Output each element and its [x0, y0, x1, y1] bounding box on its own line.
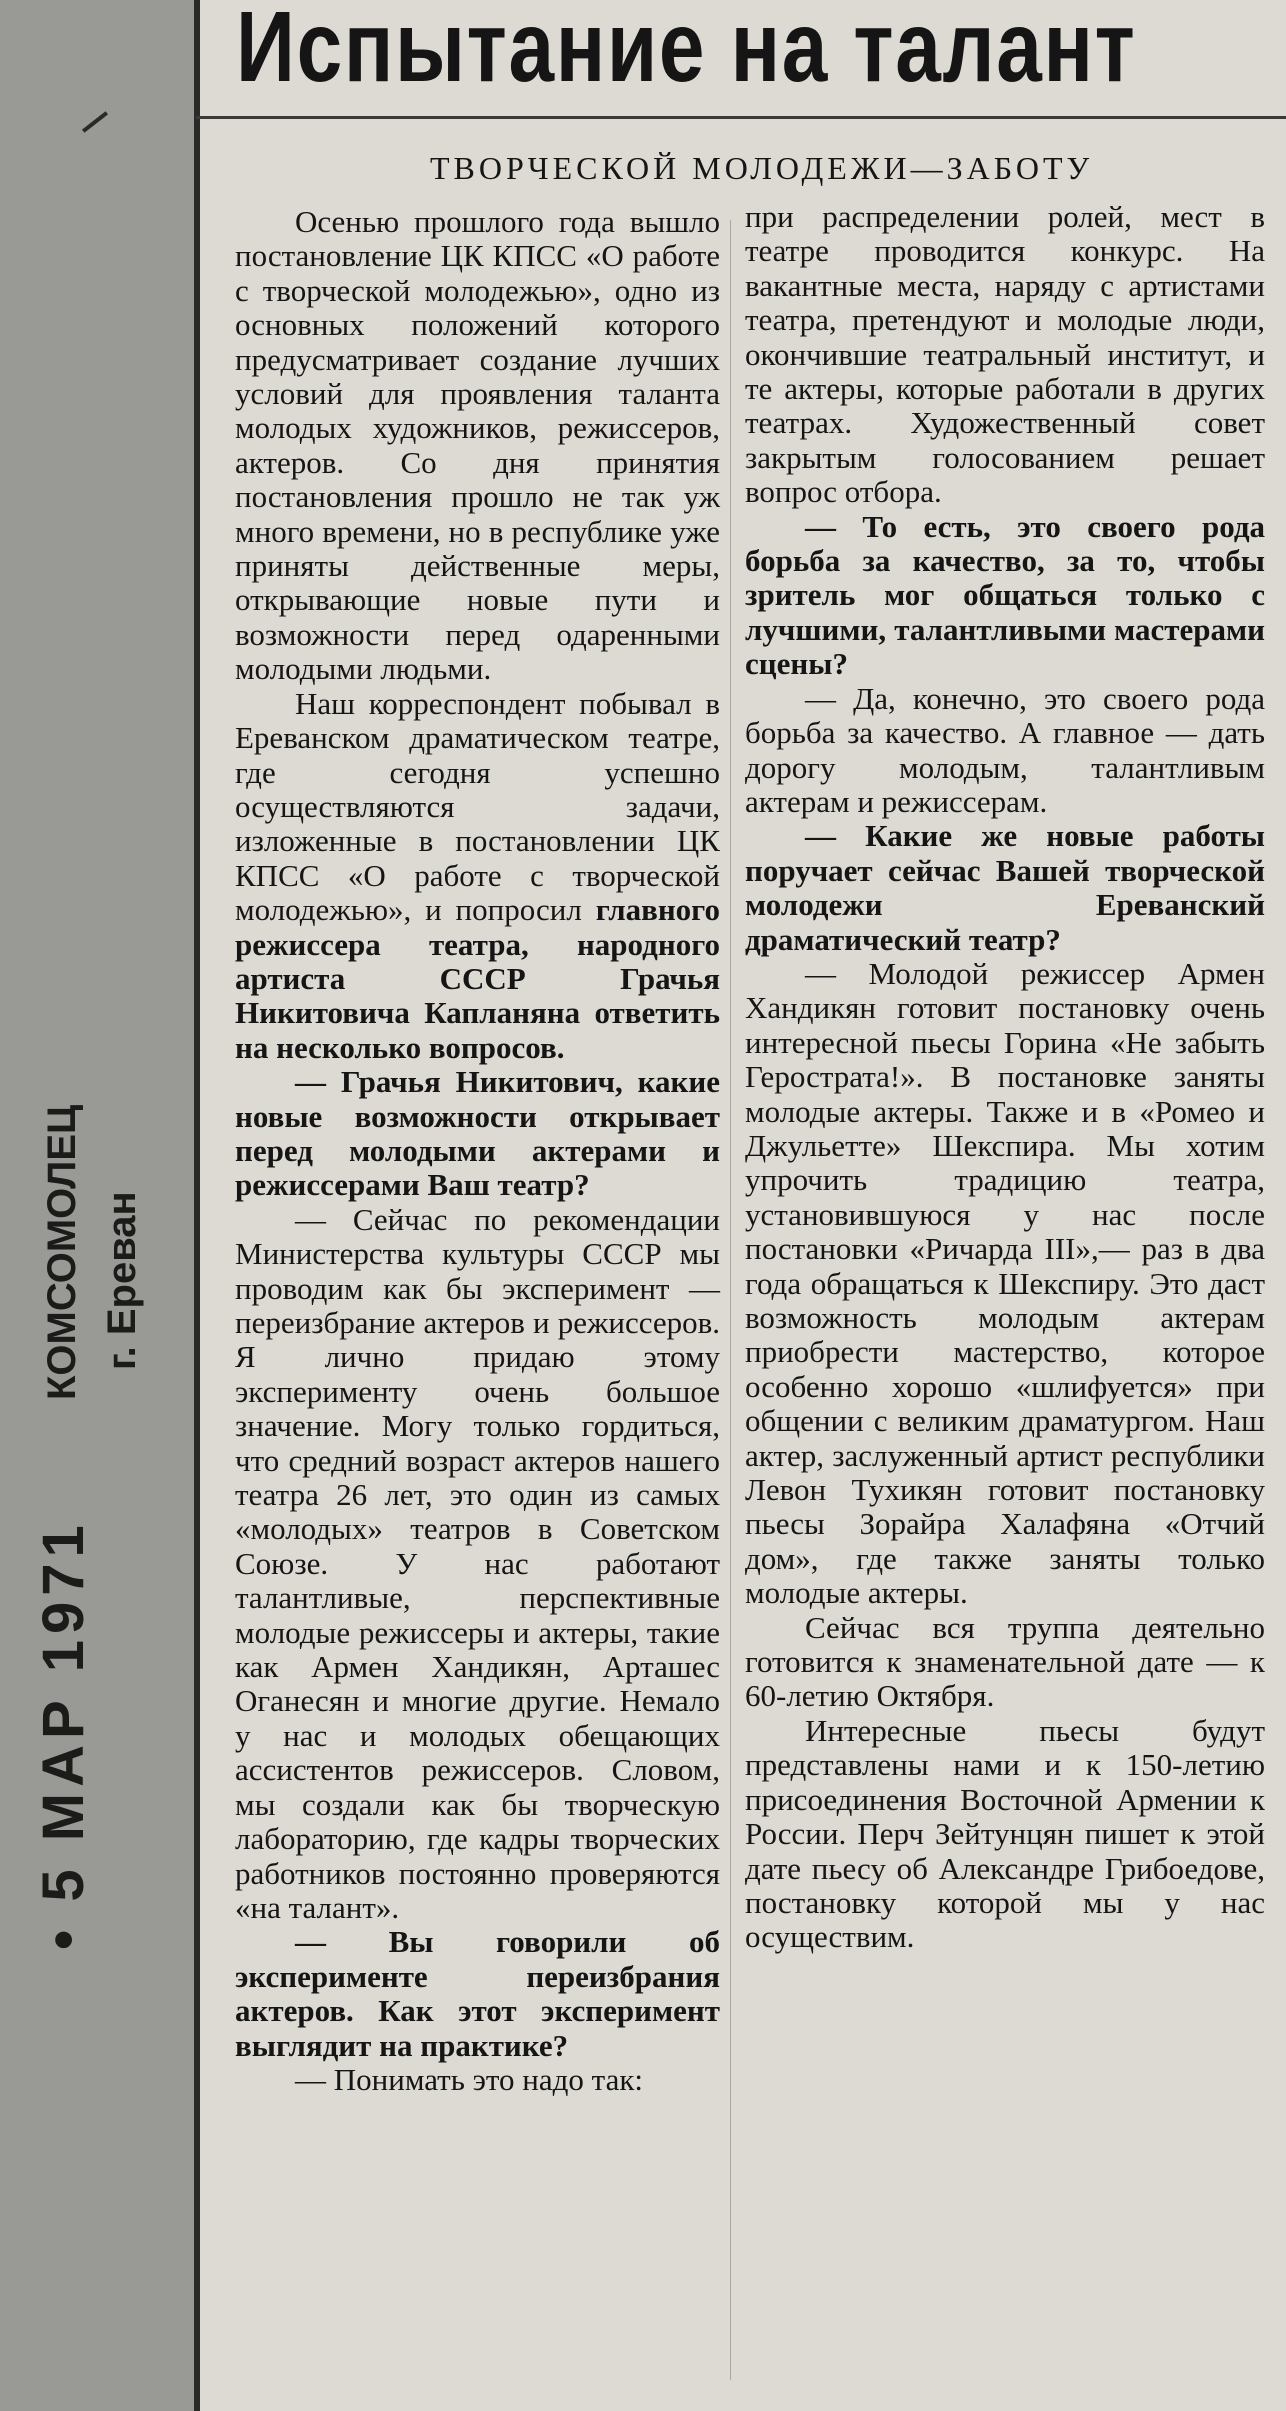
margin-mark [82, 111, 108, 133]
newspaper-name: КОМСОМОЛЕЦ [40, 1104, 84, 1400]
article-subheading: ТВОРЧЕСКОЙ МОЛОДЕЖИ—ЗАБОТУ [430, 150, 1094, 186]
paragraph: Осенью прошлого года вышло постановление ЦК КПСС «О работе с творческой молодежью», одно из основных положений которого предусматривает создание лучших условий для проявления таланта молодых художников, режиссеров, актеров. Со дня принятия постановления прошло не так уж много времени, но в республике уже приняты действенные меры, открывающие новые пути и возможности перед одаренными молодыми людьми. [235, 204, 720, 687]
headline-rule [196, 116, 1286, 119]
interview-answer: — Молодой режиссер Армен Хандикян готовит постановку очень интересной пьесы Горина «Не забыть Герострата!». В постановке заняты молодые актеры. Также и в «Ромео и Джульетте» Шекспира. Мы хотим упрочить традицию театра, установившуюся у нас после постановки «Ричарда III»,— раз в два года обращаться к Шекспиру. Это даст возможность молодым актерам приобрести мастерство, которое особенно хорошо «шлифуется» при общении с великим драматургом. Наш актер, заслуженный артист республики Левон Тухикян готовит постановку пьесы Зорайра Халафяна «Отчий дом», где также заняты только молодые актеры. [745, 957, 1265, 1611]
paragraph: Сейчас вся труппа деятельно готовится к знаменательной дате — к 60-летию Октября. [745, 1609, 1265, 1714]
paragraph-bold: главного режиссера театра, народного артиста СССР Грачья Никитовича Капланяна ответить на несколько вопросов. [235, 892, 720, 1065]
interview-answer: — Сейчас по рекомендации Министерства культуры СССР мы проводим как бы эксперимент — переизбрание актеров и режиссеров. Я лично придаю этому эксперименту очень большое значение. Могу только гордиться, что средний возраст актеров нашего театра 26 лет, это один из самых «молодых» театров в Советском Союзе. У нас работают талантливые, перспективные молодые режиссеры и актеры, такие как Армен Хандикян, Арташес Оганесян и многие другие. Немало у нас и молодых обещающих ассистентов режиссеров. Словом, мы создали как бы творческую лабораторию, где кадры творческих работников постоянно проверяются «на талант». [235, 1203, 720, 1926]
article-column-2 [745, 200, 1265, 1955]
interview-answer: — Да, конечно, это своего рода борьба за качество. А главное — дать дорогу молодым, талантливым актерам и режиссерам. [745, 682, 1265, 820]
interview-question: — Грачья Никитович, какие новые возможности открывает перед молодыми актерами и режиссерами Ваш театр? [235, 1065, 720, 1203]
article-column-1 [235, 205, 720, 2097]
paragraph: Интересные пьесы будут представлены нами и к 150-летию присоединения Восточной Армении к России. Перч Зейтунцян пишет к этой дате пьесу об Александре Грибоедове, постановку которой мы у нас осуществим. [745, 1712, 1265, 1955]
paragraph-text: Наш корреспондент побывал в Ереванском драматическом театре, где сегодня успешно осуществляются задачи, изложенные в постановлении ЦК КПСС «О работе с творческой молодежью», и попросил [235, 685, 720, 928]
interview-question: — Вы говорили об эксперименте переизбрания актеров. Как этот эксперимент выглядит на практике? [235, 1925, 720, 2063]
interview-question: — Какие же новые работы поручает сейчас Вашей творческой молодежи Ереванский драматический театр? [745, 819, 1265, 957]
date-stamp: • 5 МАР 1971 [31, 1519, 96, 1950]
paragraph: при распределении ролей, мест в театре проводится конкурс. На вакантные места, наряду с артистами театра, претендуют и молодые люди, окончившие театральный институт, и те актеры, которые работали в других театрах. Художественный совет закрытым голосованием решает вопрос отбора. [745, 199, 1265, 510]
article-headline: Испытание на талант [236, 0, 1137, 103]
paragraph [235, 687, 720, 1065]
interview-question: — То есть, это своего рода борьба за качество, за то, чтобы зритель мог общаться только с лучшими, талантливыми мастерами сцены? [745, 510, 1265, 682]
column-divider [730, 220, 731, 2380]
clipping-edge [194, 0, 200, 2411]
interview-answer: — Понимать это надо так: [235, 2063, 720, 2097]
newspaper-city: г. Ереван [100, 1191, 144, 1370]
